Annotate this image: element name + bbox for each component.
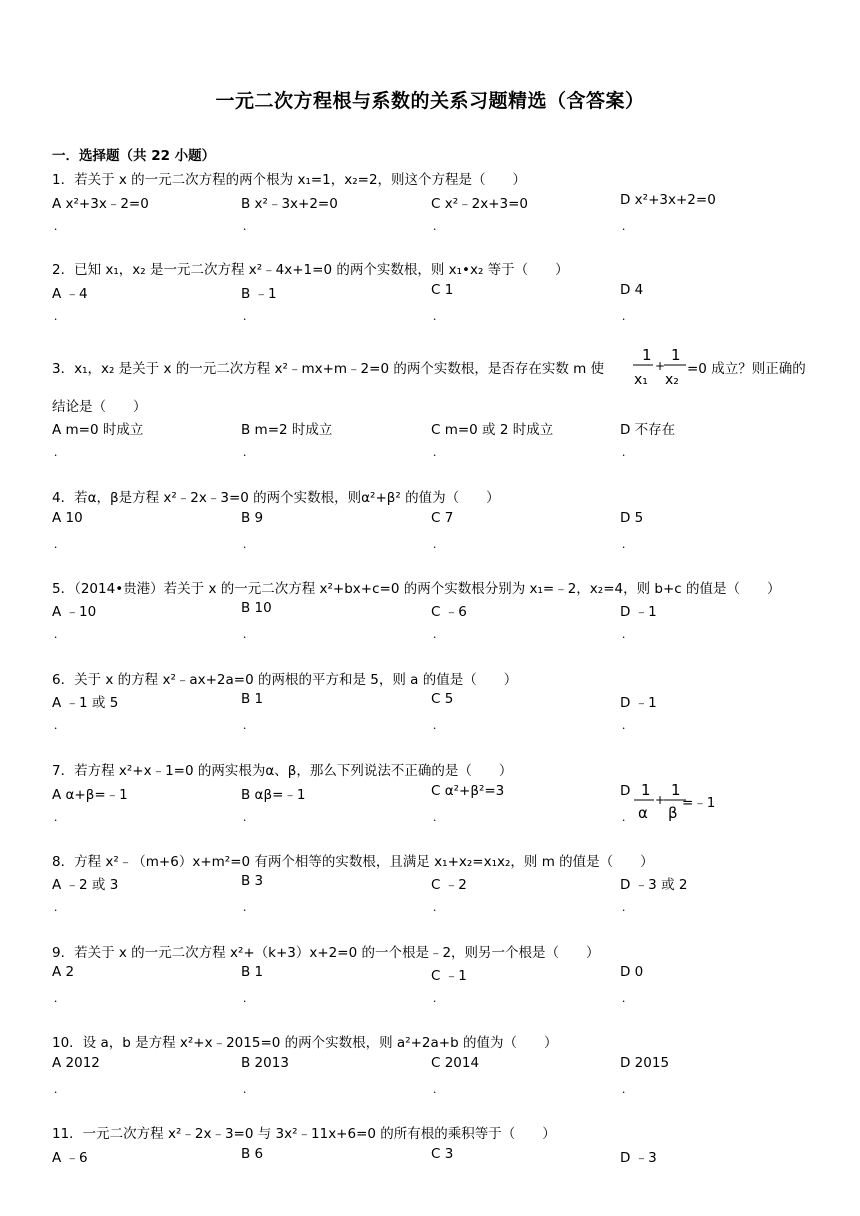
question-11-option-a[interactable]: A ﹣6 bbox=[52, 1150, 88, 1166]
question-4-option-d[interactable]: D 5 bbox=[620, 510, 644, 526]
question-4-option-c[interactable]: C 7 bbox=[431, 510, 454, 526]
option-dot: . bbox=[54, 308, 58, 323]
question-6-stem: 6．关于 x 的方程 x²﹣ax+2a=0 的两根的平方和是 5，则 a 的值是（ ） bbox=[52, 672, 518, 688]
question-6-option-a[interactable]: A ﹣1 或 5 bbox=[52, 695, 119, 711]
question-9-option-a[interactable]: A 2 bbox=[52, 964, 75, 980]
option-dot: . bbox=[622, 899, 626, 914]
option-dot: . bbox=[243, 536, 247, 551]
question-11-option-d[interactable]: D ﹣3 bbox=[620, 1150, 657, 1166]
option-dot: . bbox=[433, 308, 437, 323]
option-dot: . bbox=[243, 444, 247, 459]
question-10-stem: 10．设 a，b 是方程 x²+x﹣2015=0 的两个实数根，则 a²+2a+b 的值为（ ） bbox=[52, 1035, 558, 1051]
option-dot: . bbox=[433, 536, 437, 551]
option-dot: . bbox=[54, 809, 58, 824]
question-9-stem: 9．若关于 x 的一元二次方程 x²+（k+3）x+2=0 的一个根是﹣2，则另一个根是（ ） bbox=[52, 945, 600, 961]
option-dot: . bbox=[433, 899, 437, 914]
option-dot: . bbox=[54, 626, 58, 641]
question-11-option-c[interactable]: C 3 bbox=[431, 1146, 454, 1162]
question-10-option-d[interactable]: D 2015 bbox=[620, 1055, 670, 1071]
question-8-option-b[interactable]: B 3 bbox=[241, 873, 264, 889]
option-dot: . bbox=[54, 444, 58, 459]
question-7-stem: 7．若方程 x²+x﹣1=0 的两实根为α、β，那么下列说法不正确的是（ ） bbox=[52, 763, 513, 779]
q7-num2: 1 bbox=[671, 781, 681, 799]
question-7-option-c[interactable]: C α²+β²=3 bbox=[431, 783, 505, 799]
q7-num1: 1 bbox=[641, 781, 651, 799]
option-dot: . bbox=[433, 444, 437, 459]
option-dot: . bbox=[243, 990, 247, 1005]
question-3-stem: 3．x₁，x₂ 是关于 x 的一元二次方程 x²﹣mx+m﹣2=0 的两个实数根，是否存在实数 m 使 bbox=[52, 361, 605, 377]
question-3-option-a[interactable]: A m=0 时成立 bbox=[52, 422, 144, 438]
question-3-option-c[interactable]: C m=0 或 2 时成立 bbox=[431, 422, 554, 438]
question-1-option-b[interactable]: B x²﹣3x+2=0 bbox=[241, 196, 338, 212]
question-11-stem: 11．一元二次方程 x²﹣2x﹣3=0 与 3x²﹣11x+6=0 的所有根的乘积等于（ ） bbox=[52, 1126, 556, 1142]
question-3-option-d[interactable]: D 不存在 bbox=[620, 422, 676, 438]
question-2-option-c[interactable]: C 1 bbox=[431, 282, 454, 298]
q3-num1: 1 bbox=[642, 346, 652, 364]
question-4-option-b[interactable]: B 9 bbox=[241, 510, 264, 526]
question-8-option-a[interactable]: A ﹣2 或 3 bbox=[52, 877, 119, 893]
option-dot: . bbox=[622, 1081, 626, 1096]
option-dot: . bbox=[622, 809, 626, 824]
option-dot: . bbox=[243, 218, 247, 233]
question-9-option-c[interactable]: C ﹣1 bbox=[431, 968, 467, 984]
q7-den1: α bbox=[638, 804, 648, 822]
option-dot: . bbox=[243, 626, 247, 641]
question-9-option-d[interactable]: D 0 bbox=[620, 964, 644, 980]
question-8-option-d[interactable]: D ﹣3 或 2 bbox=[620, 877, 688, 893]
question-4-option-a[interactable]: A 10 bbox=[52, 510, 83, 526]
question-2-stem: 2．已知 x₁，x₂ 是一元二次方程 x²﹣4x+1=0 的两个实数根，则 x₁•x₂ 等于（ ） bbox=[52, 262, 569, 278]
question-5-stem: 5．（2014•贵港）若关于 x 的一元二次方程 x²+bx+c=0 的两个实数根分别为 x₁=﹣2，x₂=4，则 b+c 的值是（ ） bbox=[52, 581, 781, 597]
option-dot: . bbox=[433, 626, 437, 641]
option-dot: . bbox=[622, 444, 626, 459]
option-dot: . bbox=[54, 1081, 58, 1096]
option-dot: . bbox=[54, 218, 58, 233]
q3-den1: x₁ bbox=[634, 372, 648, 388]
option-dot: . bbox=[433, 990, 437, 1005]
option-dot: . bbox=[54, 536, 58, 551]
section-heading: 一．选择题（共 22 小题） bbox=[52, 148, 216, 164]
q3-fraction-expression bbox=[632, 344, 690, 390]
option-dot: . bbox=[243, 1081, 247, 1096]
question-10-option-b[interactable]: B 2013 bbox=[241, 1055, 289, 1071]
question-8-stem: 8．方程 x²﹣（m+6）x+m²=0 有两个相等的实数根，且满足 x₁+x₂=x₁x₂，则 m 的值是（ ） bbox=[52, 854, 654, 870]
question-9-option-b[interactable]: B 1 bbox=[241, 964, 264, 980]
question-3-stem-line2: 结论是（ ） bbox=[52, 399, 147, 415]
question-5-option-a[interactable]: A ﹣10 bbox=[52, 604, 97, 620]
option-dot: . bbox=[433, 717, 437, 732]
question-1-option-d[interactable]: D x²+3x+2=0 bbox=[620, 192, 716, 208]
question-7-option-b[interactable]: B αβ=﹣1 bbox=[241, 787, 306, 803]
question-11-option-b[interactable]: B 6 bbox=[241, 1146, 264, 1162]
option-dot: . bbox=[243, 809, 247, 824]
option-dot: . bbox=[433, 1081, 437, 1096]
question-1-option-a[interactable]: A x²+3x﹣2=0 bbox=[52, 196, 149, 212]
question-3-option-b[interactable]: B m=2 时成立 bbox=[241, 422, 333, 438]
question-5-option-c[interactable]: C ﹣6 bbox=[431, 604, 467, 620]
question-6-option-d[interactable]: D ﹣1 bbox=[620, 695, 657, 711]
option-dot: . bbox=[243, 717, 247, 732]
question-5-option-b[interactable]: B 10 bbox=[241, 600, 272, 616]
option-dot: . bbox=[622, 308, 626, 323]
question-5-option-d[interactable]: D ﹣1 bbox=[620, 604, 657, 620]
option-dot: . bbox=[433, 218, 437, 233]
question-1-stem: 1．若关于 x 的一元二次方程的两个根为 x₁=1，x₂=2，则这个方程是（ ） bbox=[52, 172, 527, 188]
question-8-option-c[interactable]: C ﹣2 bbox=[431, 877, 467, 893]
q3-den2: x₂ bbox=[665, 372, 679, 388]
question-7-option-a[interactable]: A α+β=﹣1 bbox=[52, 787, 128, 803]
q7-den2: β bbox=[668, 804, 678, 822]
question-6-option-b[interactable]: B 1 bbox=[241, 691, 264, 707]
option-dot: . bbox=[622, 218, 626, 233]
option-dot: . bbox=[243, 899, 247, 914]
question-7-option-d-tail: =﹣1 bbox=[682, 795, 716, 811]
option-dot: . bbox=[622, 717, 626, 732]
option-dot: . bbox=[433, 809, 437, 824]
q3-plus: + bbox=[655, 359, 666, 373]
question-4-stem: 4．若α，β是方程 x²﹣2x﹣3=0 的两个实数根，则α²+β² 的值为（ ） bbox=[52, 490, 500, 506]
question-2-option-b[interactable]: B ﹣1 bbox=[241, 286, 277, 302]
question-2-option-a[interactable]: A ﹣4 bbox=[52, 286, 88, 302]
option-dot: . bbox=[54, 717, 58, 732]
question-3-stem-tail: =0 成立？则正确的 bbox=[687, 361, 806, 377]
question-6-option-c[interactable]: C 5 bbox=[431, 691, 454, 707]
question-10-option-a[interactable]: A 2012 bbox=[52, 1055, 100, 1071]
q3-num2: 1 bbox=[671, 346, 681, 364]
question-2-option-d[interactable]: D 4 bbox=[620, 282, 644, 298]
option-dot: . bbox=[622, 626, 626, 641]
option-dot: . bbox=[622, 536, 626, 551]
question-1-option-c[interactable]: C x²﹣2x+3=0 bbox=[431, 196, 528, 212]
option-dot: . bbox=[54, 990, 58, 1005]
page-title: 一元二次方程根与系数的关系习题精选（含答案） bbox=[215, 90, 645, 112]
option-dot: . bbox=[622, 990, 626, 1005]
option-dot: . bbox=[54, 899, 58, 914]
question-10-option-c[interactable]: C 2014 bbox=[431, 1055, 480, 1071]
question-7-option-d[interactable]: D bbox=[620, 783, 631, 799]
q7-plus: + bbox=[655, 793, 666, 807]
option-dot: . bbox=[243, 308, 247, 323]
